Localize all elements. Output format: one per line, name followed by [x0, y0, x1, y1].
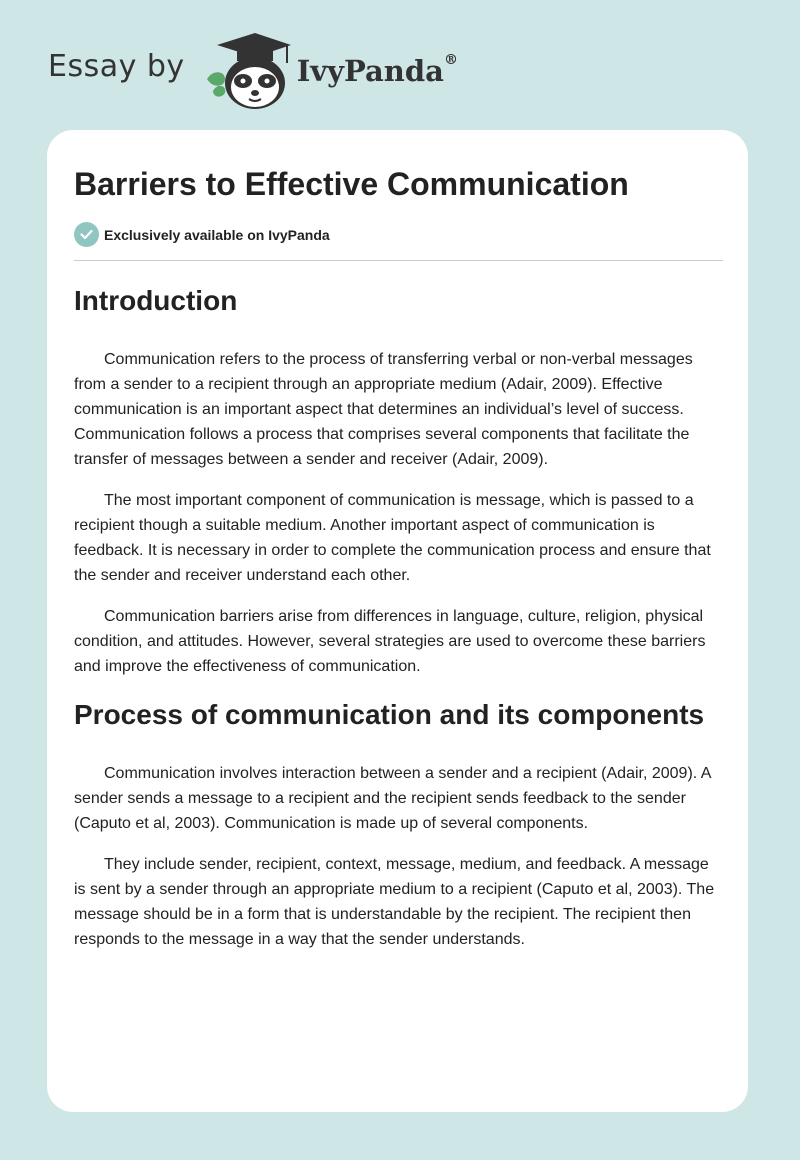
essay-card	[47, 130, 748, 1112]
title-divider	[74, 260, 723, 261]
section-heading-process: Process of communication and its components	[74, 699, 705, 730]
paragraph: Communication refers to the process of transferring verbal or non-verbal messages from a sender to a recipient through an appropriate medium (Adair, 2009). Effective communication is an important aspect that determines an individual’s level of success. Communication follows a process that comprises several components that facilitate the transfer of messages between a sender and receiver (Adair, 2009).	[74, 351, 693, 468]
section-heading-introduction: Introduction	[74, 285, 238, 316]
registered-mark: ®	[443, 52, 458, 68]
exclusive-badge-label: Exclusively available on IvyPanda	[104, 226, 330, 243]
paragraph: They include sender, recipient, context, message, medium, and feedback. A message is sent by a sender through an appropriate medium to a recipient (Caputo et al, 2003). The message should be in a form that is understandable by the recipient. The recipient then responds to the message in a way that the sender understands.	[74, 856, 715, 948]
essay-by-label: Essay by	[48, 48, 185, 84]
paragraph: The most important component of communication is message, which is passed to a recipient though a suitable medium. Another important aspect of communication is feedback. It is necessary in order to complete the communication process and ensure that the sender and receiver understand each other.	[74, 492, 711, 584]
essay-title: Barriers to Effective Communication	[74, 166, 629, 202]
site-header	[48, 28, 648, 118]
paragraph: Communication involves interaction between a sender and a recipient (Adair, 2009). A sender sends a message to a recipient and the recipient sends feedback to the sender (Caputo et al, 2003). Communication is made up of several components.	[74, 765, 711, 832]
exclusive-badge	[74, 222, 721, 247]
paragraph: Communication barriers arise from differences in language, culture, religion, physical condition, and attitudes. However, several strategies are used to overcome these barriers and improve the effectiveness of communication.	[74, 608, 706, 675]
panda-graduate-logo-icon[interactable]	[203, 29, 293, 111]
essay-content	[47, 130, 748, 952]
checkmark-icon	[74, 222, 99, 247]
brand-name[interactable]: IvyPanda®	[296, 52, 458, 88]
